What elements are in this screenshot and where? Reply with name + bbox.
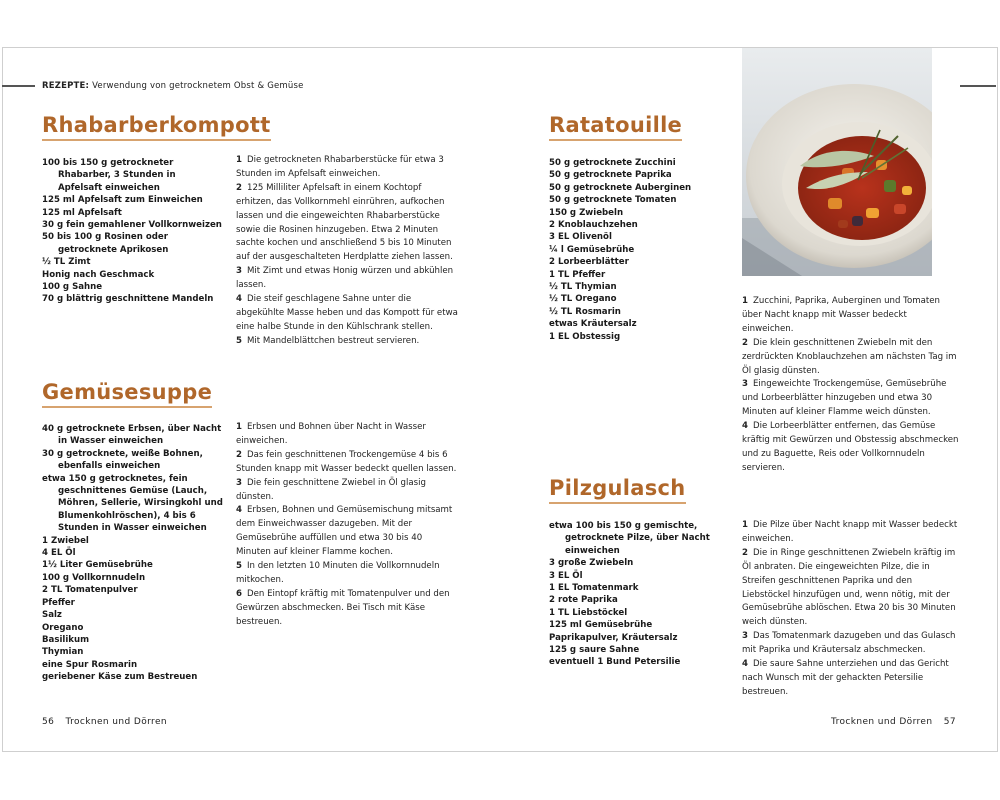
ingredient-item: 50 g getrocknete Tomaten <box>549 195 677 206</box>
step-number: 5 <box>236 561 242 572</box>
ingredient-item: 30 g getrocknete, weiße Bohnen, ebenfalls einweichen <box>42 448 203 472</box>
section-header-text: Verwendung von getrocknetem Obst & Gemüse <box>92 81 304 91</box>
ingredient-item: 1½ Liter Gemüsebrühe <box>42 560 153 571</box>
ingredient-item: 70 g blättrig geschnittene Mandeln <box>42 294 214 305</box>
ingredient-item: 1 EL Obstessig <box>549 331 621 342</box>
ingredient-item: ½ TL Thymian <box>549 282 617 293</box>
step-text: Die getrockneten Rhabarberstücke für etwa 3 Stunden im Apfelsaft einweichen. <box>236 155 444 179</box>
ratatouille-bowl-photo <box>742 48 932 276</box>
step-number: 4 <box>742 421 748 432</box>
ingredient-item: 30 g fein gemahlener Vollkornweizen <box>42 220 222 231</box>
ingredient-item: 100 g Vollkornnudeln <box>42 572 146 583</box>
step-item <box>742 547 960 630</box>
step-number: 3 <box>742 631 748 642</box>
recipe-title-gemuesesuppe: Gemüsesuppe <box>42 380 212 408</box>
ingredient-item: 4 EL Öl <box>42 548 76 559</box>
step-item <box>236 421 458 449</box>
ingredient-item: Paprikapulver, Kräutersalz <box>549 632 678 643</box>
right-edge-rule <box>960 85 996 87</box>
ingredient-list-gemuesesuppe <box>42 423 224 684</box>
ingredient-list-ratatouille <box>549 157 729 343</box>
step-number: 1 <box>236 422 242 432</box>
step-item <box>236 560 458 588</box>
ingredient-item: 50 g getrocknete Auberginen <box>549 182 692 193</box>
ingredient-item: 3 EL Öl <box>549 570 583 581</box>
step-item <box>742 630 960 658</box>
step-list-gemuesesuppe <box>236 421 458 630</box>
ingredient-list-rhabarberkompott <box>42 157 222 306</box>
step-item <box>236 477 458 505</box>
step-text: Die Lorbeerblätter entfernen, das Gemüse kräftig mit Gewürzen und Obstessig abschmecken und zu Baguette, Reis oder Vollkornnudeln servieren. <box>742 421 959 473</box>
step-text: Das fein geschnittenen Trockengemüse 4 bis 6 Stunden knapp mit Wasser bedeckt quellen lassen. <box>236 449 457 474</box>
step-text: Die saure Sahne unterziehen und das Gericht nach Wunsch mit der gehackten Petersilie bestreuen. <box>742 659 949 697</box>
step-list-rhabarberkompott <box>236 154 458 349</box>
step-number: 2 <box>236 182 242 193</box>
step-number: 4 <box>742 659 748 670</box>
step-item <box>742 420 960 476</box>
recipe-title-ratatouille: Ratatouille <box>549 113 682 141</box>
step-item <box>742 337 960 379</box>
ingredient-item: 3 große Zwiebeln <box>549 558 634 569</box>
step-item <box>236 154 458 182</box>
ingredient-item: eventuell 1 Bund Petersilie <box>549 657 681 668</box>
ingredient-item: 1 EL Tomatenmark <box>549 583 639 594</box>
step-list-ratatouille <box>742 295 960 476</box>
footer-title-left: Trocknen und Dörren <box>65 717 167 727</box>
step-item <box>742 519 960 547</box>
recipe-title-pilzgulasch: Pilzgulasch <box>549 476 686 504</box>
step-number: 1 <box>742 520 748 530</box>
step-number: 3 <box>236 477 242 488</box>
step-number: 1 <box>742 296 748 306</box>
footer-right <box>831 717 956 727</box>
ingredient-item: 3 EL Olivenöl <box>549 232 612 243</box>
footer-left <box>42 717 167 727</box>
ingredient-item: Honig nach Geschmack <box>42 269 155 280</box>
ratatouille-photo-icon <box>742 48 932 276</box>
step-text: Erbsen und Bohnen über Nacht in Wasser einweichen. <box>236 422 426 446</box>
ingredient-item: 1 TL Pfeffer <box>549 269 606 280</box>
ingredient-item: Oregano <box>42 622 84 633</box>
step-text: Zucchini, Paprika, Auberginen und Tomaten über Nacht knapp mit Wasser bedeckt einweichen. <box>742 296 940 334</box>
section-header-label: REZEPTE: <box>42 81 90 91</box>
ingredient-item: 125 ml Gemüsebrühe <box>549 620 653 631</box>
step-item <box>236 293 458 335</box>
step-number: 2 <box>742 337 748 348</box>
step-text: Mit Zimt und etwas Honig würzen und abkühlen lassen. <box>236 266 454 291</box>
step-number: 2 <box>236 449 242 460</box>
step-text: Die steif geschlagene Sahne unter die abgekühlte Masse heben und das Kompott für etwa eine halbe Stunde in den Kühlschrank stellen. <box>236 294 458 332</box>
ingredient-item: etwas Kräutersalz <box>549 319 637 330</box>
ingredient-item: 100 g Sahne <box>42 282 103 293</box>
step-text: Die in Ringe geschnittenen Zwiebeln kräftig im Öl anbraten. Die eingeweichten Pilze, die in Streifen geschnittenen Paprika und den Liebstöckel hinzufügen und, wenn nötig, mit der Gemüsebrühe ablöschen. Etwa 20 bis 30 Minuten weich dünsten. <box>742 547 956 628</box>
ingredient-item: 125 ml Apfelsaft zum Einweichen <box>42 195 203 206</box>
step-text: 125 Milliliter Apfelsaft in einem Kochtopf erhitzen, das Vollkornmehl einrühren, aufkochen lassen und die eingeweichten Rhabarberstücke sowie die Rosinen hinzugeben. Etwa 2 Minuten sachte kochen und anschließend 5 bis 10 Minuten auf der ausgeschalteten Herdplatte ziehen lassen. <box>236 182 453 263</box>
step-number: 4 <box>236 294 242 305</box>
step-item <box>236 335 458 349</box>
step-number: 3 <box>742 379 748 390</box>
ingredient-item: 2 Lorbeerblätter <box>549 257 629 268</box>
ingredient-item: 2 Knoblauchzehen <box>549 220 638 231</box>
step-item <box>742 295 960 337</box>
step-number: 3 <box>236 266 242 277</box>
step-text: Mit Mandelblättchen bestreut servieren. <box>246 335 420 346</box>
step-text: Das Tomatenmark dazugeben und das Gulasch mit Paprika und Kräutersalz abschmecken. <box>742 631 956 656</box>
ingredient-item: 100 bis 150 g getrockneter Rhabarber, 3 Stunden in Apfelsaft einweichen <box>42 158 176 193</box>
ingredient-item: Salz <box>42 610 62 621</box>
ingredient-item: etwa 150 g getrocknetes, fein geschnittenes Gemüse (Lauch, Möhren, Sellerie, Wirsingkohl und Blumenkohlröschen), 4 bis 6 Stunden in Wasser einweichen <box>42 473 223 534</box>
ingredient-item: 50 bis 100 g Rosinen oder getrocknete Aprikosen <box>42 232 169 255</box>
step-number: 1 <box>236 155 242 165</box>
step-number: 6 <box>236 588 242 599</box>
ingredient-item: 2 rote Paprika <box>549 595 618 606</box>
ingredient-item: ½ TL Zimt <box>42 257 91 268</box>
left-edge-rule <box>2 85 35 87</box>
step-text: Den Eintopf kräftig mit Tomatenpulver und den Gewürzen abschmecken. Bei Tisch mit Käse bestreuen. <box>236 588 450 627</box>
step-text: Erbsen, Bohnen und Gemüsemischung mitsamt dem Einweichwasser dazugeben. Mit der Gemüsebrühe auffüllen und etwa 30 bis 40 Minuten auf kleiner Flamme kochen. <box>236 505 453 558</box>
step-text: Die Pilze über Nacht knapp mit Wasser bedeckt einweichen. <box>742 520 958 544</box>
ingredient-item: 150 g Zwiebeln <box>549 207 624 218</box>
step-text: Die klein geschnittenen Zwiebeln mit den zerdrückten Knoblauchzehen am nächsten Tag im Öl glasig dünsten. <box>742 337 957 376</box>
step-item <box>236 265 458 293</box>
step-text: In den letzten 10 Minuten die Vollkornnudeln mitkochen. <box>236 561 440 585</box>
ingredient-item: 1 TL Liebstöckel <box>549 607 628 618</box>
footer-title-right: Trocknen und Dörren <box>831 717 933 727</box>
step-item <box>742 378 960 420</box>
page-number-right: 57 <box>943 717 956 727</box>
recipe-title-rhabarberkompott: Rhabarberkompott <box>42 113 271 141</box>
ingredient-item: 40 g getrocknete Erbsen, über Nacht in Wasser einweichen <box>42 424 222 447</box>
step-list-pilzgulasch <box>742 519 960 700</box>
ingredient-item: ½ TL Rosmarin <box>549 306 621 317</box>
section-header <box>42 81 304 91</box>
step-number: 5 <box>236 335 242 346</box>
step-item <box>236 504 458 560</box>
ingredient-item: Thymian <box>42 647 84 658</box>
ingredient-item: eine Spur Rosmarin <box>42 659 138 670</box>
ingredient-item: ¼ l Gemüsebrühe <box>549 244 635 255</box>
ingredient-item: Basilikum <box>42 634 90 645</box>
step-item <box>742 658 960 700</box>
ingredient-item: 50 g getrocknete Zucchini <box>549 158 676 168</box>
step-number: 4 <box>236 505 242 516</box>
ingredient-item: geriebener Käse zum Bestreuen <box>42 672 198 683</box>
ingredient-item: 2 TL Tomatenpulver <box>42 585 138 596</box>
step-text: Die fein geschnittene Zwiebel in Öl glasig dünsten. <box>236 477 426 502</box>
ingredient-item: 50 g getrocknete Paprika <box>549 170 672 181</box>
step-item <box>236 449 458 477</box>
ingredient-item: ½ TL Oregano <box>549 294 617 305</box>
ingredient-item: etwa 100 bis 150 g gemischte, getrocknete Pilze, über Nacht einweichen <box>549 521 710 556</box>
step-number: 2 <box>742 547 748 558</box>
step-text: Eingeweichte Trockengemüse, Gemüsebrühe und Lorbeerblätter hinzugeben und etwa 30 Minuten auf kleiner Flamme weich dünsten. <box>742 379 947 418</box>
ingredient-list-pilzgulasch <box>549 520 729 669</box>
step-item <box>236 182 458 265</box>
ingredient-item: Pfeffer <box>42 597 75 608</box>
ingredient-item: 125 g saure Sahne <box>549 645 640 656</box>
step-item <box>236 588 458 630</box>
ingredient-item: 125 ml Apfelsaft <box>42 207 122 218</box>
ingredient-item: 1 Zwiebel <box>42 535 89 546</box>
page-number-left: 56 <box>42 717 55 727</box>
